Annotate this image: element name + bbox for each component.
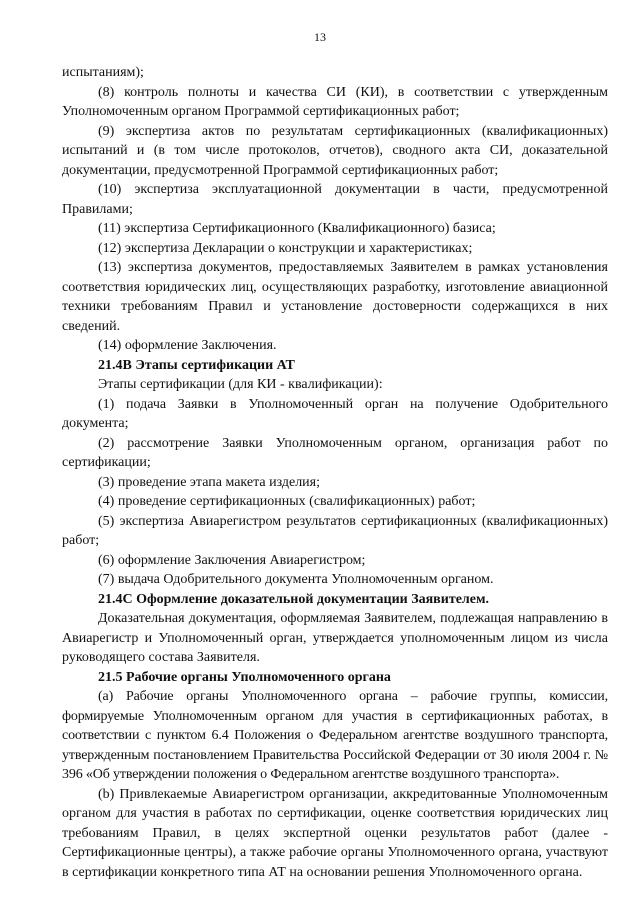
paragraph: (5) экспертиза Авиарегистром результатов сертификационных (квалификационных) работ; xyxy=(62,513,608,548)
page-number: 13 xyxy=(314,30,326,44)
paragraph: (12) экспертиза Декларации о конструкции и характеристиках; xyxy=(98,240,473,256)
section-heading: 21.4С Оформление доказательной документации Заявителем. xyxy=(98,591,490,607)
paragraph: (7) выдача Одобрительного документа Уполномоченным органом. xyxy=(98,572,494,587)
paragraph: (9) экспертиза актов по результатам сертификационных (квалификационных) испытаний и (в том числе протоколов, отчетов), сводного акта СИ, доказательной документации, предусмотренной Программой сертификационных работ; xyxy=(62,123,608,178)
paragraph: (4) проведение сертификационных (свалификационных) работ; xyxy=(98,494,476,509)
section-heading: 21.4В Этапы сертификации АТ xyxy=(98,357,295,373)
section-heading: 21.5 Рабочие органы Уполномоченного органа xyxy=(98,669,391,685)
paragraph: (2) рассмотрение Заявки Уполномоченным органом, организация работ по сертификации; xyxy=(62,435,608,470)
paragraph: Этапы сертификации (для КИ - квалификации): xyxy=(98,377,383,392)
paragraph: (8) контроль полноты и качества СИ (КИ), в соответствии с утвержденным Уполномоченным органом Программой сертификационных работ; xyxy=(62,84,608,119)
paragraph: (1) подача Заявки в Уполномоченный орган на получение Одобрительного документа; xyxy=(62,396,608,431)
paragraph: (3) проведение этапа макета изделия; xyxy=(98,474,321,490)
paragraph: Доказательная документация, оформляемая Заявителем, подлежащая направлению в Авиарегистр и Уполномоченный орган, утверждается уполномоченным лицом из числа руководящего состава Заявителя. xyxy=(62,611,608,665)
paragraph: (а) Рабочие органы Уполномоченного органа – рабочие группы, комиссии, формируемые Уполномоченным органом для участия в сертификационных работах, в соответствии с пунктом 6.4 Положения о Федеральном агентстве воздушного транспорта, утвержденным постановлением Правительства Российской Федерации от 30 июля 2004 г. № 396 «Об утверждении положения о Федеральном агентстве воздушного транспорта». xyxy=(62,689,608,782)
paragraph: (11) экспертиза Сертификационного (Квалификационного) базиса; xyxy=(98,221,496,236)
paragraph: испытаниям); xyxy=(62,65,144,80)
paragraph: (14) оформление Заключения. xyxy=(98,338,277,353)
paragraph: (6) оформление Заключения Авиарегистром; xyxy=(98,552,366,568)
document-body xyxy=(62,63,608,882)
paragraph: (13) экспертиза документов, предоставляемых Заявителем в рамках установления соответствия юридических лиц, осуществляющих разработку, изготовление авиационной техники требованиям Правил и установление достоверности содержащихся в них сведений. xyxy=(62,260,608,334)
paragraph: (10) экспертиза эксплуатационной документации в части, предусмотренной Правилами; xyxy=(62,182,608,217)
paragraph: (b) Привлекаемые Авиарегистром организации, аккредитованные Уполномоченным органом для участия в работах по сертификации, оценке соответствия юридических лиц требованиям Правил, в целях экспертной оценки результатов работ (далее - Сертификационные центры), а также рабочие органы Уполномоченного органа, участвуют в сертификации конкретного типа АТ на основании решения Уполномоченного органа. xyxy=(62,786,608,880)
